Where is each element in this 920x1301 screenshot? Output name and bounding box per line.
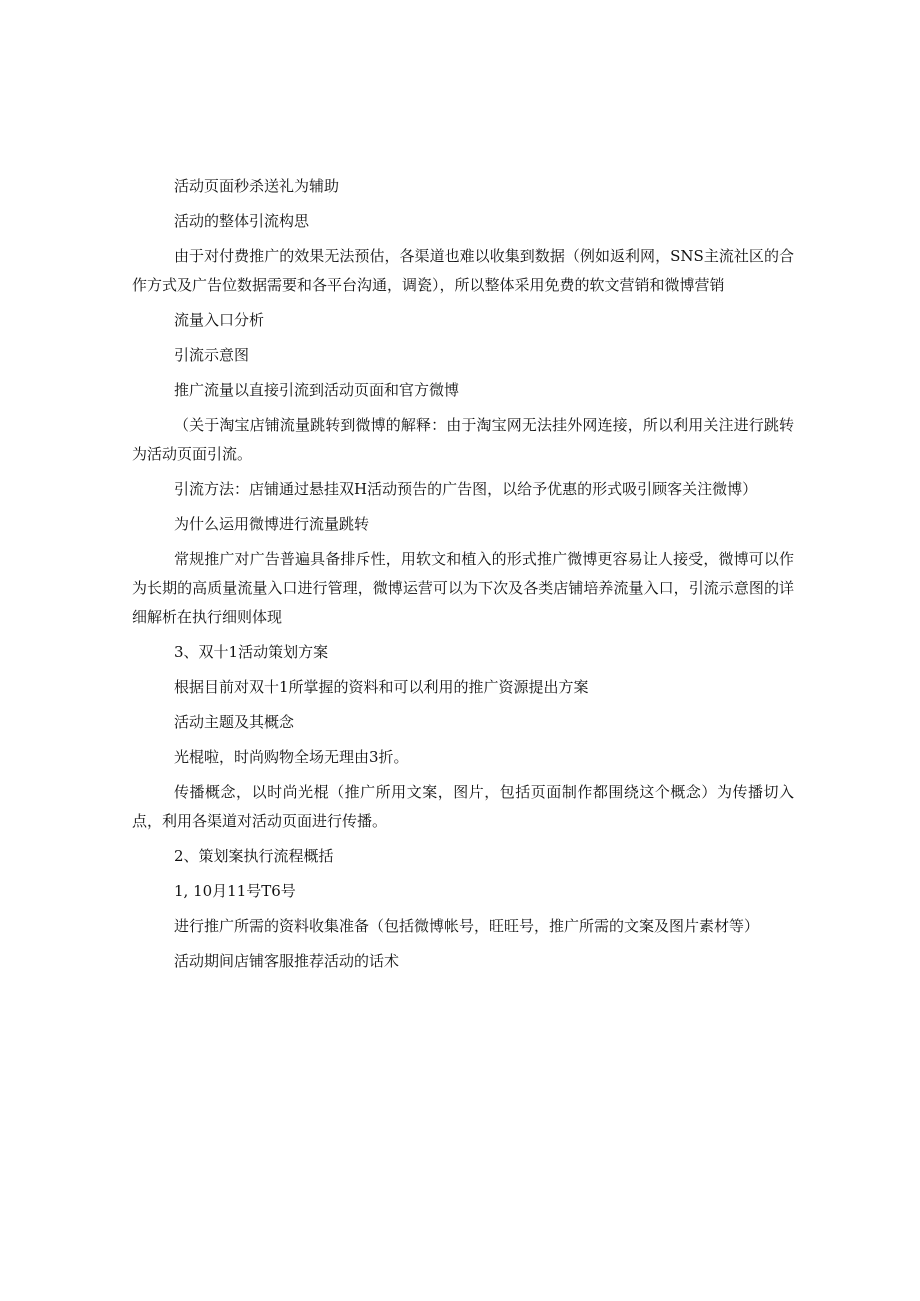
heading-why-weibo: 为什么运用微博进行流量跳转: [174, 515, 370, 533]
paragraph-communication-concept: 传播概念，以时尚光棍（推广所用文案，图片，包括页面制作都围绕这个概念）为传播切入点，利用各渠道对活动页面进行传播。: [132, 783, 794, 830]
paragraph-weibo-reasoning: 常规推广对广告普遍具备排斥性，用软文和植入的形式推广微博更容易让人接受，微博可以作为长期的高质量流量入口进行管理，微博运营可以为下次及各类店铺培养流量入口，引流示意图的详细解析在执行细则体现: [132, 550, 794, 626]
heading-traffic-diagram: 引流示意图: [174, 346, 250, 364]
paragraph-schedule-date: 1, 10月11号T6号: [174, 882, 296, 900]
paragraph-flash-sale-support: 活动页面秒杀送礼为辅助: [174, 177, 340, 195]
heading-traffic-entry: 流量入口分析: [174, 311, 265, 329]
paragraph-taobao-explanation: （关于淘宝店铺流量跳转到微博的解释：由于淘宝网无法挂外网连接，所以利用关注进行跳转为活动页面引流。: [132, 416, 794, 463]
paragraph-material-prep: 进行推广所需的资料收集准备（包括微博帐号，旺旺号，推广所需的文案及图片素材等）: [174, 917, 760, 935]
paragraph-free-marketing: 由于对付费推广的效果无法预估，各渠道也难以收集到数据（例如返利网，SNS主流社区的合作方式及广告位数据需要和各平台沟通，调瓷），所以整体采用免费的软文营销和微博营销: [132, 247, 794, 294]
heading-campaign-theme: 活动主题及其概念: [174, 713, 295, 731]
paragraph-traffic-method: 引流方法：店铺通过悬挂双H活动预告的广告图，以给予优惠的形式吸引顾客关注微博）: [174, 480, 758, 498]
paragraph-direct-traffic: 推广流量以直接引流到活动页面和官方微博: [174, 381, 460, 399]
paragraph-theme-slogan: 光棍啦，时尚购物全场无理由3折。: [174, 748, 409, 766]
paragraph-customer-service-script: 活动期间店铺客服推荐活动的话术: [174, 952, 400, 970]
heading-traffic-concept: 活动的整体引流构思: [174, 212, 310, 230]
document-body: [132, 172, 794, 982]
heading-execution-flow: 2、策划案执行流程概括: [174, 847, 334, 865]
paragraph-plan-basis: 根据目前对双十1所掌握的资料和可以利用的推广资源提出方案: [174, 678, 589, 696]
heading-campaign-plan: 3、双十1活动策划方案: [174, 643, 329, 661]
